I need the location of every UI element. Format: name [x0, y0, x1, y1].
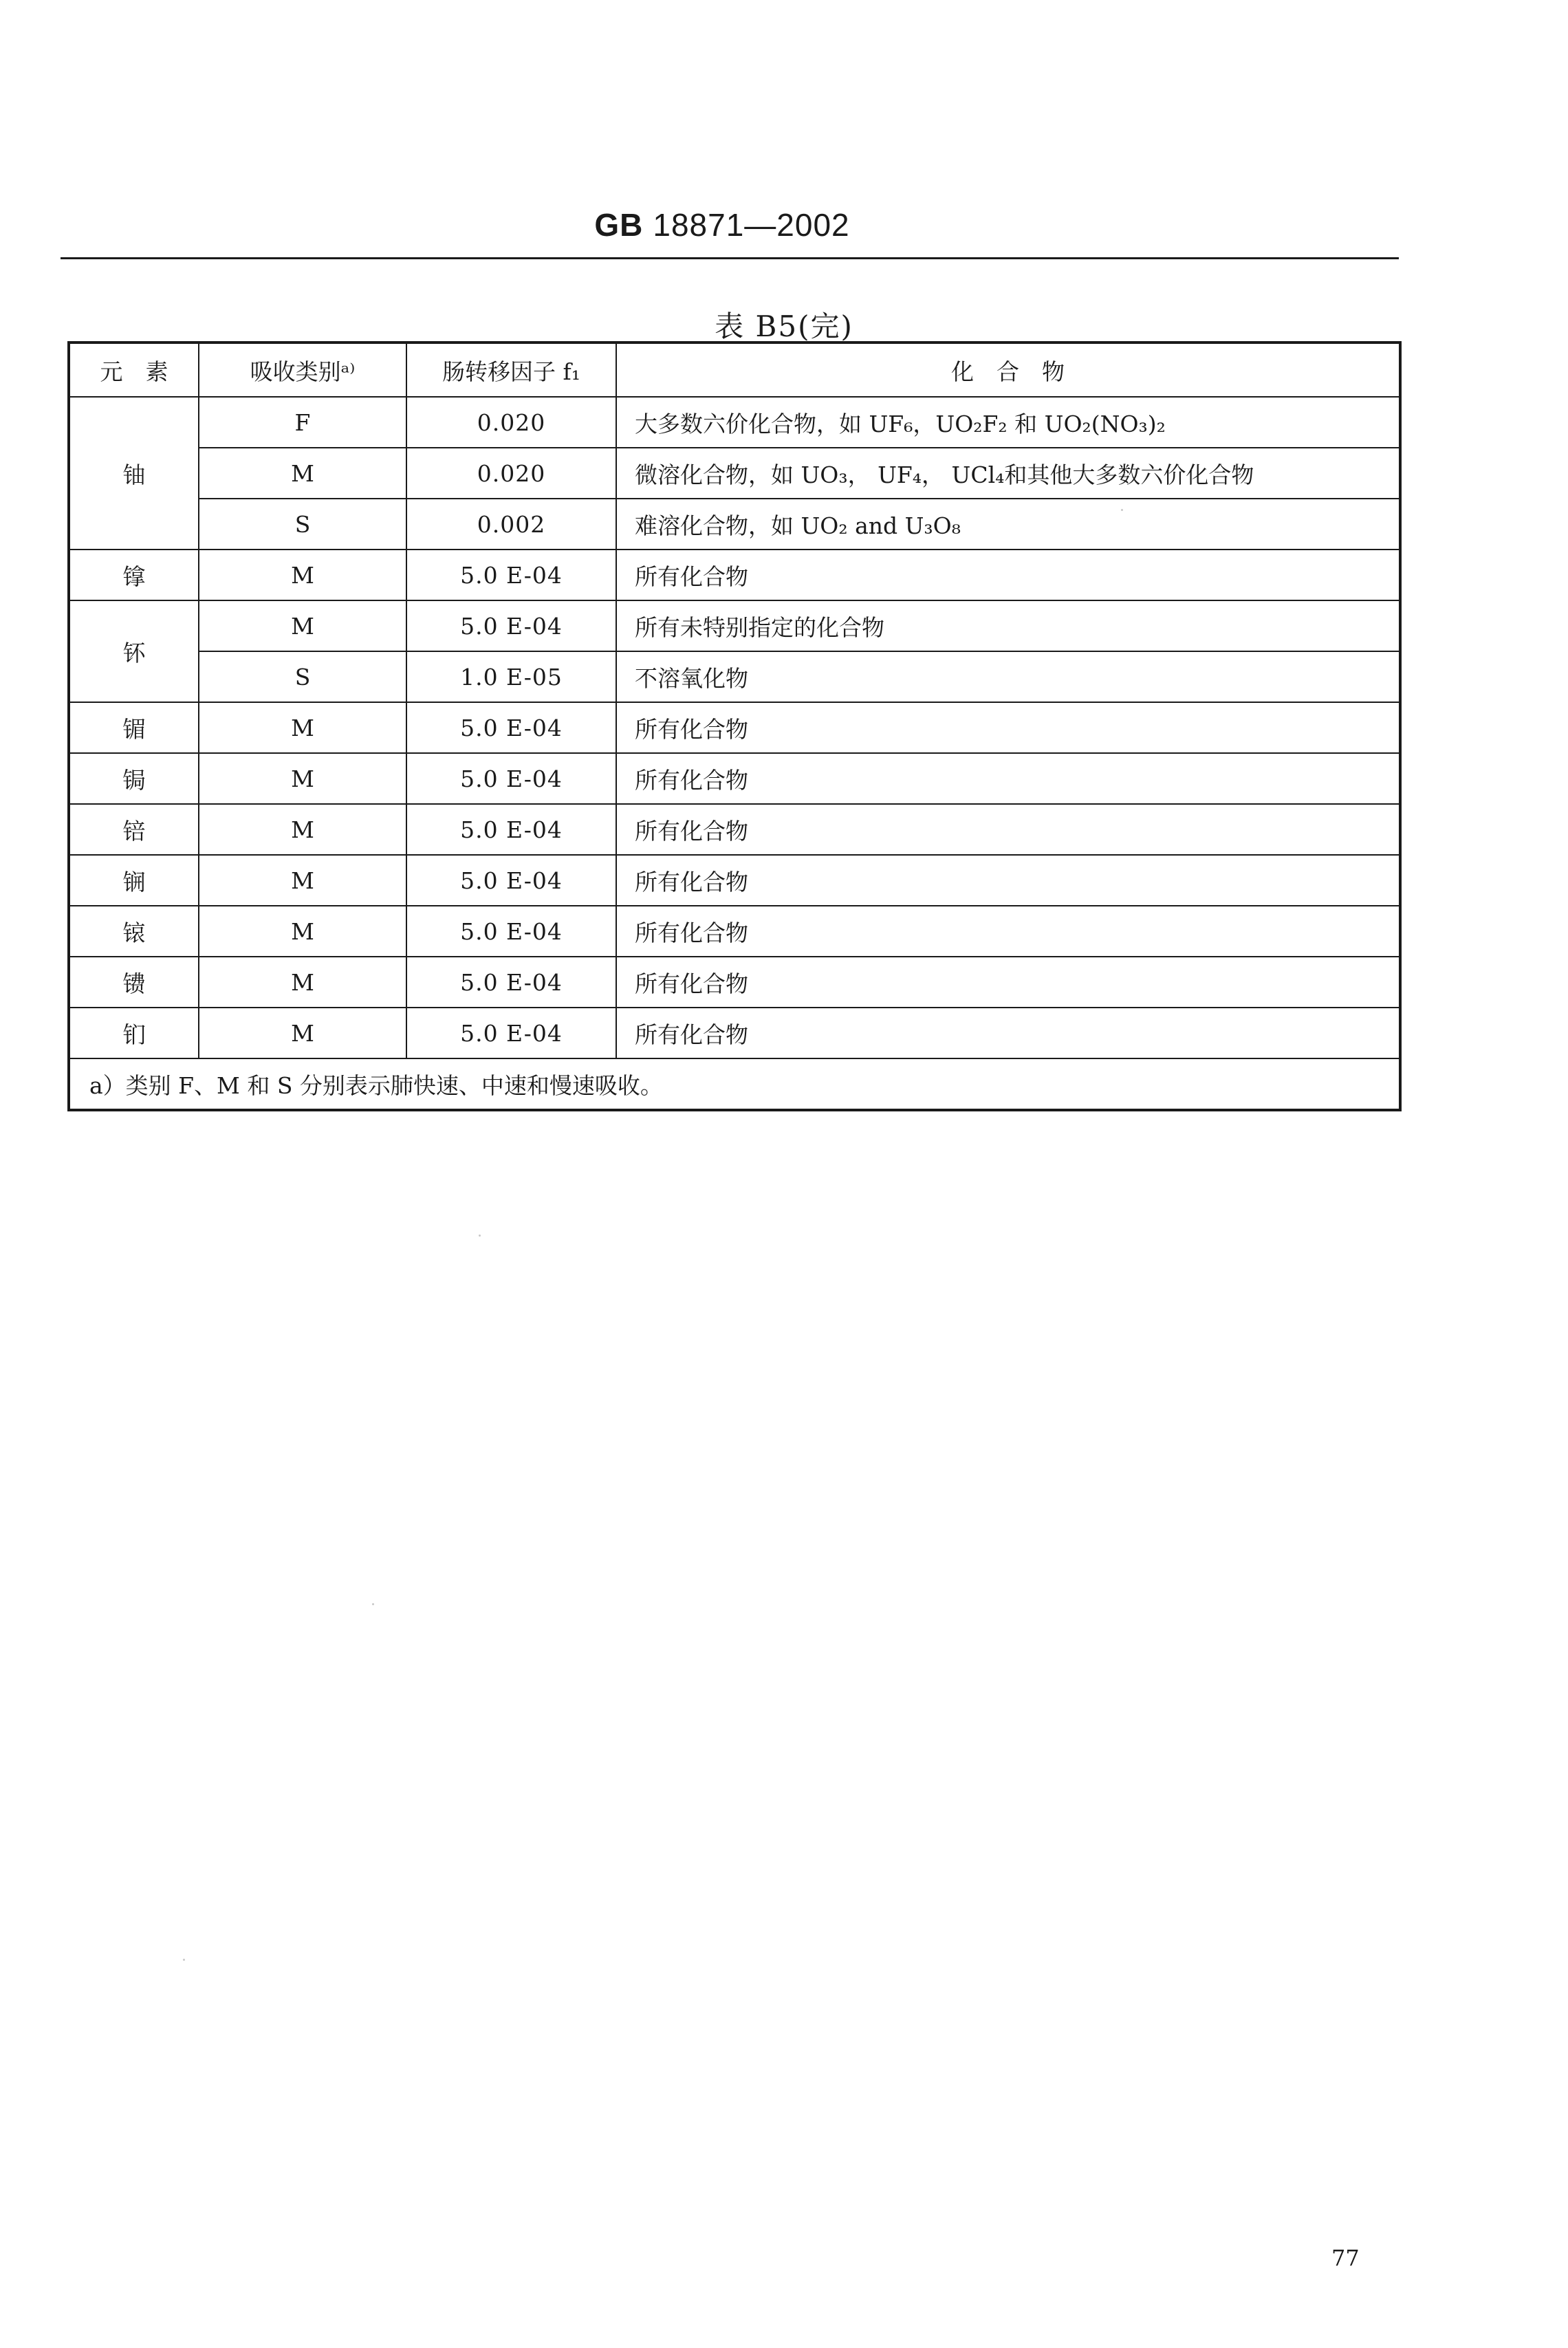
footnote-row [69, 1058, 1400, 1110]
element-cell: 镅 [69, 702, 199, 753]
element-cell: 铀 [69, 397, 199, 550]
table-row [69, 651, 1400, 702]
table-row [69, 753, 1400, 804]
table-row [69, 855, 1400, 906]
table-row [69, 397, 1400, 448]
table-row [69, 499, 1400, 550]
category-cell: M [199, 702, 406, 753]
category-cell: S [199, 499, 406, 550]
scan-speck [372, 1603, 374, 1605]
category-cell: M [199, 600, 406, 651]
scan-speck [1121, 509, 1123, 511]
compounds-cell: 所有未特别指定的化合物 [616, 600, 1400, 651]
category-cell: M [199, 906, 406, 957]
f1-cell: 5.0 E-04 [406, 804, 616, 855]
standard-number: 18871—2002 [653, 207, 850, 243]
element-cell: 锎 [69, 855, 199, 906]
f1-cell: 5.0 E-04 [406, 600, 616, 651]
compounds-cell: 所有化合物 [616, 1008, 1400, 1058]
category-cell: M [199, 753, 406, 804]
absorption-table [67, 341, 1402, 1111]
compounds-cell: 所有化合物 [616, 550, 1400, 600]
standard-code: GB [594, 207, 644, 243]
category-cell: F [199, 397, 406, 448]
element-cell: 镎 [69, 550, 199, 600]
element-cell: 钚 [69, 600, 199, 702]
compounds-cell: 所有化合物 [616, 702, 1400, 753]
category-cell: M [199, 550, 406, 600]
table-row [69, 1008, 1400, 1058]
category-cell: M [199, 448, 406, 499]
table-header-row [69, 343, 1400, 397]
f1-cell: 1.0 E-05 [406, 651, 616, 702]
page-number: 77 [1331, 2245, 1360, 2271]
header-rule [61, 257, 1399, 259]
column-header-f1: 肠转移因子 f₁ [406, 343, 616, 397]
compounds-cell: 所有化合物 [616, 957, 1400, 1008]
f1-cell: 0.020 [406, 397, 616, 448]
scan-speck [479, 1235, 481, 1237]
f1-cell: 5.0 E-04 [406, 906, 616, 957]
category-cell: M [199, 855, 406, 906]
compounds-cell: 所有化合物 [616, 906, 1400, 957]
table-row [69, 600, 1400, 651]
category-cell: S [199, 651, 406, 702]
table-title: 表 B5(完) [715, 309, 853, 343]
f1-cell: 5.0 E-04 [406, 702, 616, 753]
document-header [0, 206, 1444, 243]
column-header-compounds: 化 合 物 [616, 343, 1400, 397]
element-cell: 锔 [69, 753, 199, 804]
f1-cell: 5.0 E-04 [406, 957, 616, 1008]
table-row [69, 702, 1400, 753]
column-header-element: 元 素 [69, 343, 199, 397]
column-header-category: 吸收类别ᵃ⁾ [199, 343, 406, 397]
f1-cell: 5.0 E-04 [406, 855, 616, 906]
table-row [69, 550, 1400, 600]
element-cell: 钔 [69, 1008, 199, 1058]
element-cell: 镄 [69, 957, 199, 1008]
compounds-cell: 大多数六价化合物，如 UF₆，UO₂F₂ 和 UO₂(NO₃)₂ [616, 397, 1400, 448]
table-row [69, 957, 1400, 1008]
table-row [69, 804, 1400, 855]
compounds-cell: 所有化合物 [616, 855, 1400, 906]
compounds-cell: 所有化合物 [616, 753, 1400, 804]
element-cell: 锿 [69, 906, 199, 957]
category-cell: M [199, 957, 406, 1008]
element-cell: 锫 [69, 804, 199, 855]
f1-cell: 5.0 E-04 [406, 550, 616, 600]
category-cell: M [199, 804, 406, 855]
f1-cell: 5.0 E-04 [406, 1008, 616, 1058]
compounds-cell: 所有化合物 [616, 804, 1400, 855]
compounds-cell: 难溶化合物，如 UO₂ and U₃O₈ [616, 499, 1400, 550]
f1-cell: 5.0 E-04 [406, 753, 616, 804]
table-row [69, 448, 1400, 499]
category-cell: M [199, 1008, 406, 1058]
table-footnote: a）类别 F、M 和 S 分别表示肺快速、中速和慢速吸收。 [69, 1058, 1400, 1110]
compounds-cell: 不溶氧化物 [616, 651, 1400, 702]
compounds-cell: 微溶化合物，如 UO₃， UF₄， UCl₄和其他大多数六价化合物 [616, 448, 1400, 499]
scan-speck [183, 1959, 185, 1961]
f1-cell: 0.020 [406, 448, 616, 499]
table-row [69, 906, 1400, 957]
f1-cell: 0.002 [406, 499, 616, 550]
